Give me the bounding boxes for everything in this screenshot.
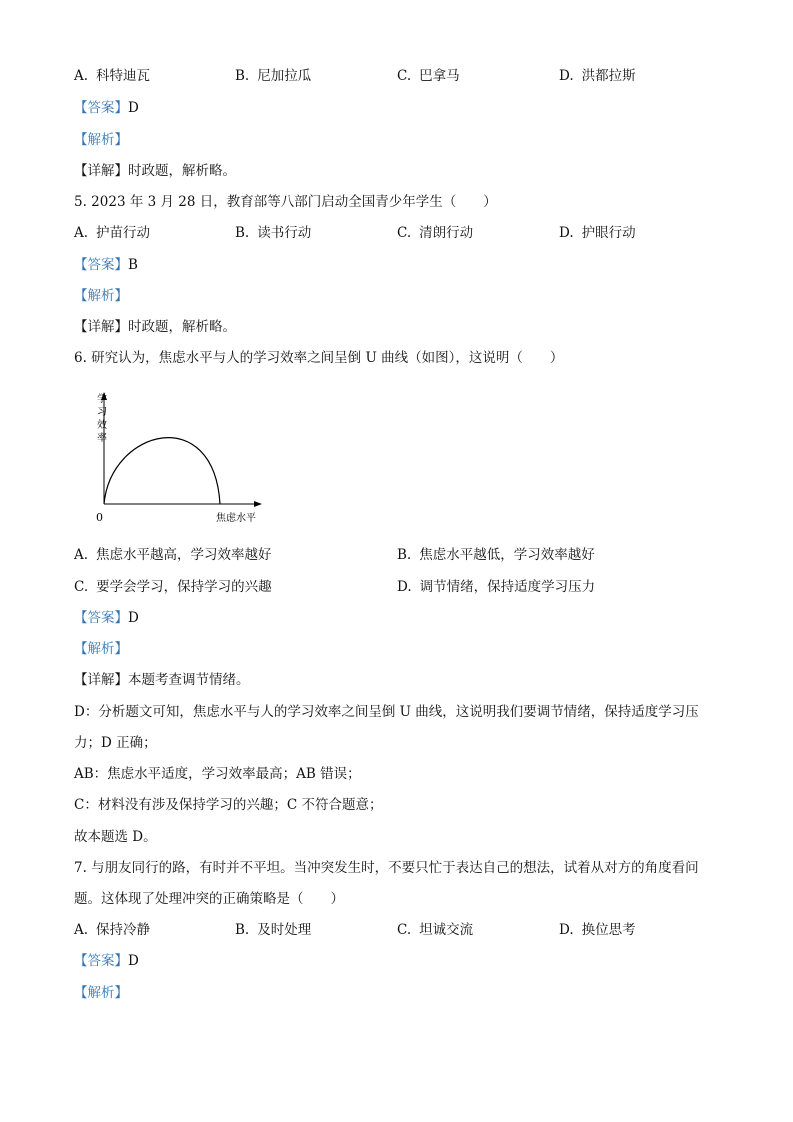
q5-detail: 【详解】时政题，解析略。 — [74, 319, 236, 335]
q5-stem: 5. 2023 年 3 月 28 日，教育部等八部门启动全国青少年学生（ ） — [74, 194, 497, 210]
q6-options-row-2 — [74, 578, 734, 596]
q6-explanation-line-4: C：材料没有涉及保持学习的兴趣；C 不符合题意； — [74, 797, 383, 813]
y-label-char-2: 习 — [97, 407, 107, 418]
q5-option-b: B. 读书行动 — [235, 225, 312, 241]
q7-option-d: D. 换位思考 — [559, 922, 636, 938]
x-axis-arrow — [254, 501, 262, 507]
q6-explanation-line-3: AB：焦虑水平适度，学习效率最高；AB 错误； — [74, 766, 361, 782]
q4-option-c: C. 巴拿马 — [397, 68, 460, 84]
q7-stem-line-2: 题。这体现了处理冲突的正确策略是（ ） — [74, 891, 344, 907]
q5-answer: 【答案】B — [74, 257, 138, 273]
origin-label: 0 — [96, 511, 103, 524]
y-label-char-1: 学 — [97, 394, 107, 405]
q4-option-d: D. 洪都拉斯 — [559, 68, 636, 84]
q6-explanation-line-1: D：分析题文可知，焦虑水平与人的学习效率之间呈倒 U 曲线，这说明我们要调节情绪，保持适度学习压 — [74, 704, 699, 720]
q6-option-b: B. 焦虑水平越低，学习效率越好 — [397, 547, 595, 563]
q6-stem: 6. 研究认为，焦虑水平与人的学习效率之间呈倒 U 曲线（如图），这说明（ ） — [74, 350, 564, 366]
y-label-char-3: 效 — [97, 420, 107, 431]
q7-option-b: B. 及时处理 — [235, 922, 312, 938]
inverted-u-diagram — [74, 388, 274, 528]
q6-analysis-label: 【解析】 — [74, 641, 128, 657]
q5-option-a: A. 护苗行动 — [74, 225, 151, 241]
q7-option-c: C. 坦诚交流 — [397, 922, 474, 938]
q5-options — [74, 224, 734, 242]
q4-answer: 【答案】D — [74, 100, 139, 116]
q4-options — [74, 67, 734, 85]
q6-conclusion: 故本题选 D。 — [74, 829, 157, 845]
q6-explanation-line-2: 力；D 正确； — [74, 735, 157, 751]
q7-answer: 【答案】D — [74, 953, 139, 969]
q6-options-row-1 — [74, 546, 734, 564]
q6-answer: 【答案】D — [74, 610, 139, 626]
q6-inverted-u-figure — [74, 388, 274, 532]
q4-detail: 【详解】时政题，解析略。 — [74, 163, 236, 179]
q4-option-b: B. 尼加拉瓜 — [235, 68, 312, 84]
q5-analysis-label: 【解析】 — [74, 288, 128, 304]
q4-analysis-label: 【解析】 — [74, 132, 128, 148]
q5-option-d: D. 护眼行动 — [559, 225, 636, 241]
q7-options — [74, 921, 734, 939]
q5-option-c: C. 清朗行动 — [397, 225, 474, 241]
x-axis-label: 焦虑水平 — [216, 513, 256, 524]
q6-detail: 【详解】本题考查调节情绪。 — [74, 672, 250, 688]
q6-option-d: D. 调节情绪，保持适度学习压力 — [397, 579, 596, 595]
q6-option-a: A. 焦虑水平越高，学习效率越好 — [74, 547, 272, 563]
q7-stem-line-1: 7. 与朋友同行的路，有时并不平坦。当冲突发生时，不要只忙于表达自己的想法，试着从对方的角度看问 — [74, 860, 699, 876]
q4-option-a: A. 科特迪瓦 — [74, 68, 151, 84]
q6-option-c: C. 要学会学习，保持学习的兴趣 — [74, 579, 272, 595]
q7-analysis-label: 【解析】 — [74, 985, 128, 1001]
y-label-char-4: 率 — [97, 433, 107, 444]
inverted-u-curve — [104, 438, 220, 504]
q7-option-a: A. 保持冷静 — [74, 922, 151, 938]
